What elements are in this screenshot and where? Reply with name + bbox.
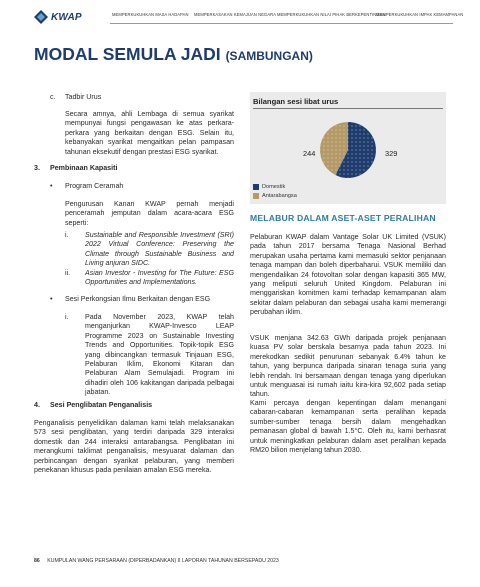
section-3-number: 3. [34,164,40,172]
item-c-body: Secara amnya, ahli Lembaga di semua syarikat mempunyai fungsi pengawasan ke atas perkara-perkara yang berkaitan dengan ESG. Selain itu, kebanyakan syarikat mengaitkan pelan pampasan tahunan eksekutif dengan prestasi ESG syarikat. [65,110,234,156]
page-footer [34,558,279,564]
nav-item-impak-kemampanan[interactable]: MEMPERKUKUHKAN IMPAK KEMAMPANAN [376,12,464,17]
nav-item-masa-hadapan[interactable]: MEMPERKUKUHKAN MASA HADAPAN [112,12,189,17]
paragraph-vsuk-investment: Pelaburan KWAP dalam Vantage Solar UK Limited (VSUK) pada tahun 2017 bersama Tenaga Nasional Berhad merupakan usaha pertama kami memasuki sektor penjanaan tenaga mampan dan boleh diperbaharui. VSUK memiliki dan mengendalikan 24 fotovoltan solar dengan kapasiti 365 MW, yang meliputi seluruh United Kingdom. Pelaburan ini menggariskan komitmen kami terhadap kemampanan alam sekitar dalam pelaburan dan sebagai usaha kami memerangi perubahan iklim. [250,233,446,317]
paragraph-vsuk-generation: VSUK menjana 342.63 GWh daripada projek penjanaan kuasa PV solar berskala besarnya pada tahun 2023. Ini merekodkan sedikit penurunan sebanyak 6.4% tahun ke tahun, yang berpunca daripada sinaran tenaga suria yang lebih rendah. Ini bersamaan dengan tenaga yang diperlukan untuk menguasai isi rumah iaitu kira-kira 92,602 pada setiap tahun. [250,334,446,399]
bullet-2-item-i-text: Pada November 2023, KWAP telah menganjurkan KWAP-Invesco LEAP Programme 2023 on Sustainable Investing Trends and Opportunities. Topik-topik ESG yang dibincangkan termasuk Tinjauan ESG, Pelaburan Iklim, Ekonomi Kitaran dan Pelaburan Alam Semulajadi. Program ini dihadiri oleh 106 kakitangan daripada pelbagai jabatan. [85,313,234,397]
page-title [34,44,313,65]
logo-text: KWAP [51,11,82,23]
bullet-2-item-i-number: i. [65,313,69,321]
kwap-logo-icon [34,10,48,24]
bullet-1-item-i-text: Sustainable and Responsible Investment (SRI) 2022 Virtual Conference: Preserving the Climate through Sustainable Business and Living anjuran SIDC. [85,231,234,268]
bullet-2-title: Sesi Perkongsian Ilmu Berkaitan dengan ESG [65,295,211,303]
item-c-title: Tadbir Urus [65,93,102,101]
nav-item-kemajuan-negara[interactable]: MEMPERKASAKAN KEMAJUAN NEGARA [194,12,277,17]
bullet-1-item-ii-text: Asian Investor - Investing for The Future: ESG Opportunities and Implementations. [85,269,234,287]
nav-item-nilai-pihak[interactable]: MEMPERKUKUHKAN NILAI PIHAK BERKEPENTINGAN [277,12,386,17]
header-divider [110,23,453,24]
legend-label-antarabangsa: Antarabangsa [262,193,297,199]
footer-text: KUMPULAN WANG PERSARAAN (DIPERBADANKAN) II LAPORAN TAHUNAN BERSEPADU 2023 [47,558,279,564]
pie-label-antarabangsa: 244 [303,149,316,158]
chart-title: Bilangan sesi libat urus [253,97,339,106]
section-heading-aset-peralihan: MELABUR DALAM ASET-ASET PERALIHAN [250,213,436,223]
paragraph-transition-target: Kami percaya dengan kepentingan dalam menangani cabaran-cabaran kemampanan serta peralihan kepada sumber-sumber tenaga bersih dalam mengehadkan pemanasan global di bawah 1.5°C. Oleh itu, kami berhasrat untuk meningkatkan pelaburan dalam aset peralihan kepada RM20 bilion menjelang tahun 2030. [250,399,446,455]
legend-swatch-antarabangsa [253,193,259,199]
legend-label-domestik: Domestik [262,184,286,190]
page-number: 86 [34,558,40,564]
section-4-body: Penganalisis penyelidikan dalaman kami telah melaksanakan 573 sesi penglibatan, yang terdiri daripada 329 interaksi domestik dan 244 interaksi antarabangsa. Penglibatan ini merangkumi taklimat penganalisis, mesyuarat dalaman dan perbincangan dengan syarikat pelaburan, yang memberi penekanan khusus pada penilaian amalan ESG mereka. [34,419,234,475]
top-navigation [112,12,466,17]
bullet-1-title: Program Ceramah [65,182,124,190]
engagement-chart [250,92,446,204]
legend-swatch-domestik [253,184,259,190]
bullet-1-item-ii-number: ii. [65,269,71,277]
section-4-number: 4. [34,401,40,409]
section-4-title: Sesi Penglibatan Penganalisis [50,401,153,409]
bullet-icon: • [50,295,53,303]
page-header [0,0,480,40]
pie-label-domestik: 329 [385,149,398,158]
legend-item-domestik [253,184,285,190]
bullet-1-body: Pengurusan Kanan KWAP pernah menjadi penceramah jemputan dalam acara-acara ESG seperti: [65,200,234,227]
kwap-logo[interactable] [34,10,82,24]
bullet-1-item-i-number: i. [65,231,69,239]
section-3-title: Pembinaan Kapasiti [50,164,118,172]
page-title-sub: (SAMBUNGAN) [225,49,313,63]
bullet-icon: • [50,182,53,190]
legend-item-antarabangsa [253,193,297,199]
page-title-main: MODAL SEMULA JADI [34,44,221,64]
item-c-label: c. [50,93,56,101]
